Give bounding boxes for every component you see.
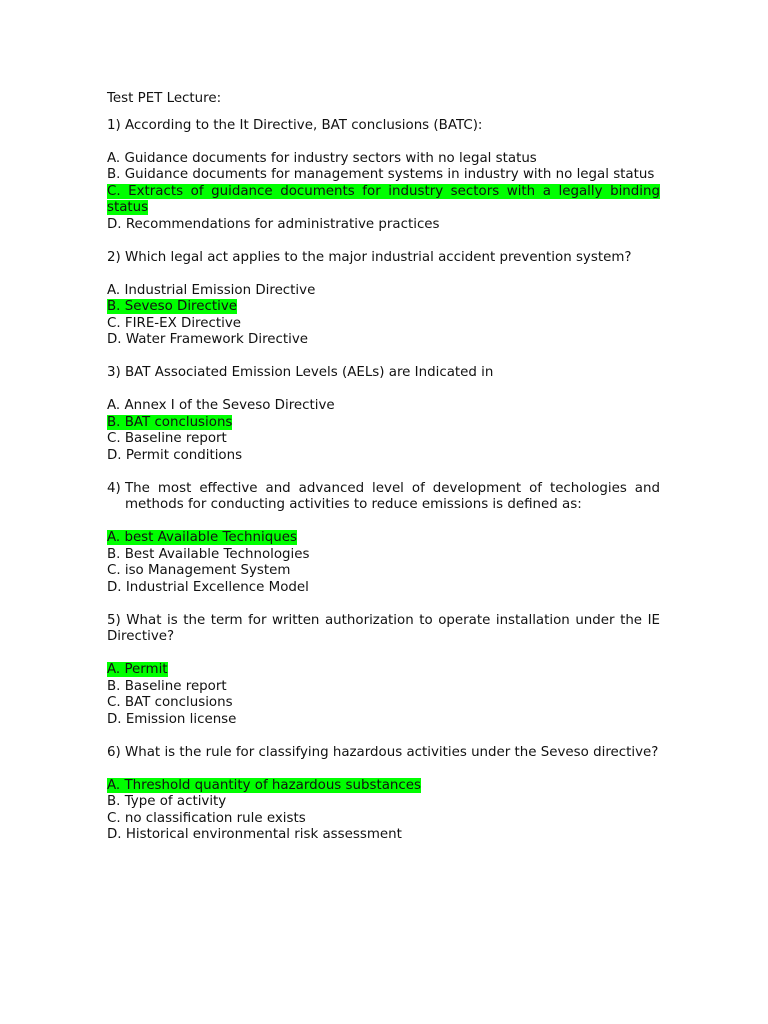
- question-1: [107, 118, 660, 234]
- option-text: B. Best Available Technologies: [107, 546, 310, 562]
- option-c: [107, 563, 660, 580]
- question-4: [107, 481, 660, 597]
- option-a: [107, 398, 660, 415]
- option-b: [107, 299, 660, 316]
- question-text: 6) What is the rule for classifying hazardous activities under the Seveso directive?: [107, 744, 659, 760]
- option-c: [107, 431, 660, 448]
- option-text-highlighted: A. Threshold quantity of hazardous substances: [107, 777, 421, 793]
- question-body: The most effective and advanced level of development of techologies and methods for conducting activities to reduce emissions is defined as:: [125, 480, 660, 512]
- question-text: [107, 481, 660, 514]
- option-a: [107, 662, 660, 679]
- option-text: D. Permit conditions: [107, 447, 243, 463]
- option-text: A. Annex I of the Seveso Directive: [107, 398, 335, 413]
- option-text-highlighted: C. Extracts of guidance documents for industry sectors with a legally binding status: [107, 183, 660, 215]
- option-text: D. Recommendations for administrative practices: [107, 216, 440, 232]
- option-text: C. FIRE-EX Directive: [107, 315, 241, 331]
- question-3: [107, 365, 660, 464]
- question-2: [107, 250, 660, 349]
- option-b: [107, 415, 660, 432]
- option-text: A. Guidance documents for industry sectors with no legal status: [107, 150, 537, 166]
- question-text: 5) What is the term for written authorization to operate installation under the IE Directive?: [107, 612, 660, 644]
- answer-options: [107, 398, 660, 464]
- option-d: [107, 827, 660, 844]
- option-text: B. Baseline report: [107, 678, 227, 694]
- question-text: 1) According to the It Directive, BAT conclusions (BATC):: [107, 117, 483, 133]
- answer-options: [107, 283, 660, 349]
- option-text: C. Baseline report: [107, 431, 227, 446]
- option-b: [107, 547, 660, 564]
- option-text: B. Guidance documents for management systems in industry with no legal status: [107, 167, 655, 182]
- answer-options: [107, 662, 660, 728]
- answer-options: [107, 530, 660, 596]
- question-6: [107, 745, 660, 844]
- option-text: C. iso Management System: [107, 563, 291, 578]
- option-text-highlighted: B. BAT conclusions: [107, 414, 233, 430]
- document-title: Test PET Lecture:: [107, 91, 222, 106]
- option-a: [107, 283, 660, 300]
- option-d: [107, 712, 660, 729]
- question-5: [107, 613, 660, 729]
- option-b: [107, 679, 660, 696]
- option-c: [107, 316, 660, 333]
- question-number: 4): [107, 480, 121, 496]
- option-b: [107, 167, 660, 184]
- option-d: [107, 332, 660, 349]
- option-c: [107, 184, 660, 217]
- option-text: D. Historical environmental risk assessment: [107, 827, 402, 842]
- option-a: [107, 530, 660, 547]
- option-text: C. BAT conclusions: [107, 695, 233, 710]
- option-c: [107, 811, 660, 828]
- question-text: 3) BAT Associated Emission Levels (AELs) are Indicated in: [107, 365, 494, 380]
- answer-options: [107, 778, 660, 844]
- answer-options: [107, 151, 660, 234]
- option-a: [107, 778, 660, 795]
- option-text: C. no classification rule exists: [107, 810, 306, 826]
- option-text-highlighted: A. Permit: [107, 662, 168, 677]
- option-text: D. Industrial Excellence Model: [107, 579, 309, 595]
- option-c: [107, 695, 660, 712]
- option-text-highlighted: A. best Available Techniques: [107, 530, 297, 545]
- option-d: [107, 217, 660, 234]
- option-d: [107, 448, 660, 465]
- option-text: D. Emission license: [107, 711, 237, 727]
- option-b: [107, 794, 660, 811]
- option-text: D. Water Framework Directive: [107, 332, 309, 347]
- option-text: A. Industrial Emission Directive: [107, 282, 316, 298]
- option-text-highlighted: B. Seveso Directive: [107, 299, 238, 314]
- document-page: [107, 91, 660, 860]
- option-d: [107, 580, 660, 597]
- question-text: 2) Which legal act applies to the major industrial accident prevention system?: [107, 249, 632, 265]
- option-a: [107, 151, 660, 168]
- option-text: B. Type of activity: [107, 794, 227, 809]
